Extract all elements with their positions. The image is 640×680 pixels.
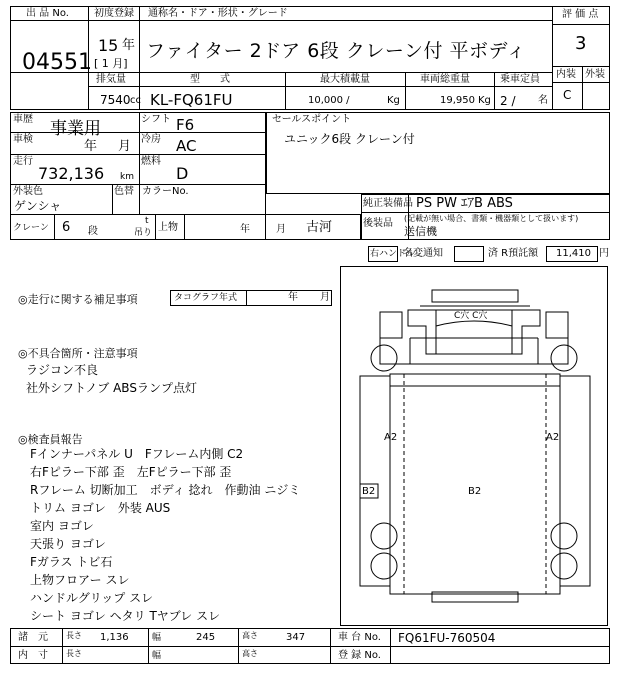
upper-label: 上物 [158,222,178,233]
inspector-line-3: Rフレーム 切断加工 ボディ 捻れ 作動油 ニジミ [30,483,301,497]
left-mark: A2 [384,432,398,443]
ext-color-label: 外装色 [13,186,43,197]
defect-2: 社外シフトノブ ABSランプ点灯 [26,381,197,395]
upper-year: 年 [240,224,250,235]
km-unit: km [120,172,134,182]
width: 245 [196,632,216,643]
displacement: 7540 [100,93,131,107]
lot-label: 出 品 No. [26,8,69,19]
mileage: 732,136 [38,164,105,183]
inspection-year: 年 [84,139,98,154]
upper-maker: 古河 [306,220,333,235]
inspector-line-1: Fインナーパネル U Fフレーム内側 C2 [30,447,244,461]
color-change-label: 色替 [114,186,134,197]
notice-box [454,246,484,262]
first-reg-month: [ 1 月] [94,57,128,70]
left-box-mark: B2 [362,486,376,497]
right-hand: 右ハンドル [370,249,416,259]
gross-weight-unit: Kg [478,95,491,106]
fuel-label: 燃料 [141,156,161,167]
run-title: ◎走行に関する補足事項 [18,293,138,306]
inspector-line-9: ハンドルグリップ スレ [30,591,154,605]
max-load: 10,000 / [308,95,350,106]
recycle-label: 済 R預託額 [488,248,539,259]
width-label: 幅 [152,633,162,643]
cc-unit: cc [130,95,141,106]
yen-unit: 円 [599,248,609,259]
height-label-2: 高さ [242,649,258,658]
model-label: 型 式 [190,74,230,85]
shift: F6 [176,116,195,134]
post-note: (記載が無い場合、書類・機器類として扱います) [404,214,579,223]
vehicle-name: ファイター 2ドア 6段 クレーン付 平ボディ [146,40,526,62]
height: 347 [286,632,306,643]
name-header: 通称名・ドア・形状・グレード [148,8,288,19]
sales-label: セールスポイント [272,114,352,125]
post-value: 送信機 [404,225,437,238]
capacity: 2 / [500,94,516,108]
tacho-month: 月 [320,292,330,303]
interior-grade: C [563,88,572,102]
defects-title: ◎不具合箇所・注意事項 [18,347,138,360]
inspector-line-2: 右Fピラー下部 歪 左Fピラー下部 歪 [30,465,232,479]
inspector-line-4: トリム ヨゴレ 外装 AUS [30,501,171,515]
model: KL-FQ61FU [150,91,233,109]
fuel: D [176,164,189,183]
inspector-line-7: Fガラス トビ石 [30,555,113,569]
width-label-2: 幅 [152,651,162,661]
length: 1,136 [100,632,129,643]
lot-number: 04551 [22,50,92,75]
interior-label: 内装 [556,69,576,80]
ac: AC [176,137,197,155]
shift-label: シフト [141,114,171,125]
gross-weight: 19,950 [440,95,475,106]
spec-label: 諸 元 [18,632,48,643]
first-reg-year: 15 [98,36,119,55]
inspector-title: ◎検査員報告 [18,433,83,446]
crane-stages: 6 [62,220,71,235]
length-label-2: 長さ [66,649,82,658]
inspector-line-10: シート ヨゴレ ヘタリ Tヤブレ スレ [30,609,221,623]
gross-weight-label: 車両総重量 [420,74,470,85]
inspector-line-6: 天張り ヨゴレ [30,537,106,551]
max-load-unit: Kg [387,95,400,106]
crane-label: クレーン [13,223,49,233]
chassis-label: 車 台 No. [338,632,381,643]
first-reg-label: 初度登録 [94,8,134,19]
right-mark: A2 [546,432,560,443]
tacho-year: 年 [288,292,298,303]
equip-label: 純正装備品 [363,198,413,209]
crane-ton-top: t [145,216,149,226]
inspector-line-5: 室内 ヨゴレ [30,519,94,533]
sales-text: ユニック6段 クレーン付 [284,132,415,146]
ac-label: 冷房 [141,134,161,145]
history-label: 車歴 [13,114,33,125]
displacement-label: 排気量 [96,74,126,85]
crane-ton-bottom: 吊り [134,228,153,238]
length-label: 長さ [66,631,82,640]
height-label: 高さ [242,631,258,640]
score-label: 評 価 点 [562,9,599,20]
equip: PS PW ｴｱB ABS [416,196,513,211]
mileage-label: 走行 [13,156,33,167]
reg-label: 登 録 No. [338,650,381,661]
capacity-unit: 名 [538,95,548,106]
history: 事業用 [50,119,101,139]
chassis: FQ61FU-760504 [398,631,496,645]
capacity-label: 乗車定員 [500,74,540,85]
post-label: 後装品 [363,218,393,229]
tacho-label: タコグラフ年式 [174,293,238,303]
inspection-label: 車検 [13,134,33,145]
color-no-label: カラーNo. [142,186,189,197]
notice-label: 名変通知 [403,248,443,259]
upper-month: 月 [276,224,286,235]
year-unit: 年 [122,38,136,53]
interior-size-label: 内 寸 [18,650,48,661]
center-mark: B2 [468,486,482,497]
defect-1: ラジコン不良 [26,363,99,377]
max-load-label: 最大積載量 [320,74,370,85]
cab-marks: C穴 C穴 [454,311,488,321]
score-value: 3 [575,33,587,54]
inspection-month: 月 [118,139,132,154]
ext-color: ゲンシャ [14,199,62,213]
recycle: 11,410 [556,248,591,259]
crane-unit: 段 [88,226,98,237]
inspector-line-8: 上物フロアー スレ [30,573,130,587]
exterior-label: 外装 [585,69,605,80]
